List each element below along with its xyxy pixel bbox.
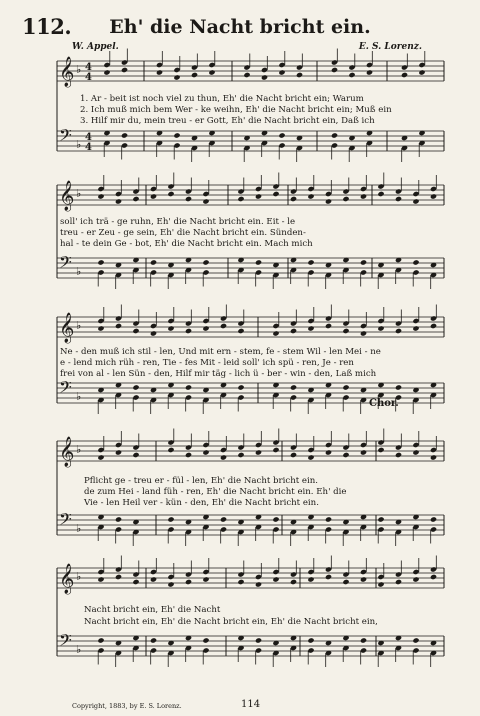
- notehead: [360, 576, 367, 582]
- notehead: [237, 196, 244, 202]
- flat-icon: ♭: [76, 643, 82, 656]
- notehead: [115, 574, 122, 580]
- notehead: [342, 196, 349, 202]
- notehead: [272, 447, 279, 453]
- notehead: [150, 330, 157, 336]
- notehead: [121, 67, 128, 73]
- notehead: [272, 191, 279, 197]
- music-credit: E. S. Lorenz.: [358, 42, 422, 52]
- time-signature-icon: 4: [85, 132, 92, 143]
- bass-clef-icon: 𝄢: [59, 630, 72, 654]
- notehead: [167, 191, 174, 197]
- lyric-line: soll' ich trä - ge ruhn, Eh' die Nacht bricht ein. Eit - le: [60, 217, 296, 227]
- notehead: [412, 259, 419, 265]
- notehead: [395, 579, 402, 585]
- notehead: [97, 259, 104, 265]
- flat-icon: ♭: [76, 319, 82, 332]
- notehead: [325, 516, 332, 522]
- notehead: [342, 328, 349, 334]
- lyric-line: Nacht bricht ein, Eh' die Nacht: [84, 605, 221, 615]
- notehead: [132, 384, 139, 390]
- notehead: [261, 74, 268, 80]
- notehead: [296, 72, 303, 78]
- notehead: [325, 198, 332, 204]
- notehead: [377, 516, 384, 522]
- notehead: [237, 328, 244, 334]
- lyric-line: treu - er Zeu - ge sein, Eh' die Nacht bricht ein. Sünden-: [60, 228, 306, 238]
- notehead: [173, 132, 180, 138]
- flat-icon: ♭: [76, 63, 82, 76]
- notehead: [255, 193, 262, 199]
- notehead: [325, 574, 332, 580]
- flat-icon: ♭: [76, 570, 82, 583]
- flat-icon: ♭: [76, 265, 82, 278]
- notehead: [377, 581, 384, 587]
- treble-clef-icon: 𝄞: [59, 313, 75, 343]
- lyric-line: de zum Hei - land füh - ren, Eh' die Nacht bricht ein. Eh' die: [84, 487, 347, 497]
- notehead: [290, 452, 297, 458]
- notehead: [325, 449, 332, 455]
- bass-clef-icon: 𝄢: [59, 252, 72, 276]
- notehead: [307, 576, 314, 582]
- notehead: [185, 328, 192, 334]
- notehead: [132, 328, 139, 334]
- notehead: [325, 323, 332, 329]
- notehead: [243, 72, 250, 78]
- notehead: [121, 132, 128, 138]
- notehead: [115, 198, 122, 204]
- notehead: [167, 581, 174, 587]
- notehead: [185, 196, 192, 202]
- notehead: [307, 193, 314, 199]
- notehead: [97, 637, 104, 643]
- time-signature-icon: 4: [85, 62, 92, 73]
- lyric-line: 1. Ar - beit ist noch viel zu thun, Eh' die Nacht bricht ein; Warum: [80, 94, 364, 104]
- notehead: [366, 69, 373, 75]
- notehead: [360, 193, 367, 199]
- lyric-line: Nacht bricht ein, Eh' die Nacht bricht ein, Eh' die Nacht bricht ein,: [84, 617, 378, 627]
- notehead: [115, 449, 122, 455]
- notehead: [360, 330, 367, 336]
- notehead: [150, 193, 157, 199]
- notehead: [220, 454, 227, 460]
- notehead: [307, 454, 314, 460]
- notehead: [342, 579, 349, 585]
- notehead: [255, 581, 262, 587]
- notehead: [307, 325, 314, 331]
- notehead: [237, 579, 244, 585]
- notehead: [167, 447, 174, 453]
- notehead: [360, 259, 367, 265]
- notehead: [412, 325, 419, 331]
- bass-clef-icon: 𝄢: [59, 377, 72, 401]
- lyric-line: Pflicht ge - treu er - fül - len, Eh' die Nacht bricht ein.: [84, 476, 319, 486]
- notehead: [202, 259, 209, 265]
- notehead: [150, 576, 157, 582]
- notehead: [185, 579, 192, 585]
- notehead: [342, 384, 349, 390]
- notehead: [202, 325, 209, 331]
- notehead: [185, 452, 192, 458]
- words-credit: W. Appel.: [72, 42, 119, 52]
- notehead: [331, 132, 338, 138]
- notehead: [290, 328, 297, 334]
- notehead: [220, 323, 227, 329]
- bass-clef-icon: 𝄢: [59, 509, 72, 533]
- notehead: [307, 637, 314, 643]
- notehead: [202, 576, 209, 582]
- lyric-line: e - lend mich rüh - ren, Tie - fes Mit - leid soll' ich spü - ren, Je - ren: [60, 358, 354, 368]
- lyric-line: frei von al - len Sün - den, Hilf mir täg - lich ü - ber - win - den, Laß mich: [60, 369, 377, 379]
- notehead: [97, 454, 104, 460]
- notehead: [290, 579, 297, 585]
- notehead: [167, 516, 174, 522]
- notehead: [272, 576, 279, 582]
- notehead: [377, 191, 384, 197]
- flat-icon: ♭: [76, 390, 82, 403]
- notehead: [237, 452, 244, 458]
- notehead: [255, 449, 262, 455]
- notehead: [150, 259, 157, 265]
- notehead: [255, 259, 262, 265]
- notehead: [208, 69, 215, 75]
- time-signature-icon: 4: [85, 142, 92, 153]
- notehead: [272, 516, 279, 522]
- notehead: [290, 196, 297, 202]
- hymn-title: Eh' die Nacht bricht ein.: [109, 16, 371, 38]
- notehead: [307, 259, 314, 265]
- notehead: [430, 516, 437, 522]
- notehead: [115, 516, 122, 522]
- hymn-number: 112.: [22, 14, 72, 39]
- notehead: [272, 330, 279, 336]
- notehead: [97, 193, 104, 199]
- notehead: [360, 637, 367, 643]
- lyric-line: Ne - den muß ich stil - len, Und mit ern - stem, fe - stem Wil - len Mei - ne: [60, 347, 381, 357]
- notehead: [412, 198, 419, 204]
- notehead: [173, 74, 180, 80]
- notehead: [167, 325, 174, 331]
- notehead: [430, 454, 437, 460]
- notehead: [132, 196, 139, 202]
- notehead: [150, 637, 157, 643]
- lyric-line: hal - te dein Ge - bot, Eh' die Nacht bricht ein. Mach mich: [60, 239, 313, 249]
- notehead: [342, 452, 349, 458]
- treble-clef-icon: 𝄞: [59, 57, 75, 87]
- flat-icon: ♭: [76, 187, 82, 200]
- notehead: [430, 193, 437, 199]
- chorus-label: Chor.: [369, 398, 399, 409]
- notehead: [412, 637, 419, 643]
- notehead: [103, 69, 110, 75]
- treble-clef-icon: 𝄞: [59, 437, 75, 467]
- notehead: [395, 384, 402, 390]
- time-signature-icon: 4: [85, 72, 92, 83]
- notehead: [97, 576, 104, 582]
- flat-icon: ♭: [76, 443, 82, 456]
- notehead: [220, 516, 227, 522]
- lyric-line: 3. Hilf mir du, mein treu - er Gott, Eh' die Nacht bricht ein, Daß ich: [80, 116, 375, 126]
- notehead: [185, 384, 192, 390]
- flat-icon: ♭: [76, 138, 82, 151]
- bass-clef-icon: 𝄢: [59, 125, 72, 149]
- notehead: [401, 72, 408, 78]
- copyright-notice: Copyright, 1883, by E. S. Lorenz.: [72, 702, 182, 710]
- flat-icon: ♭: [76, 522, 82, 535]
- notehead: [412, 576, 419, 582]
- notehead: [278, 132, 285, 138]
- treble-clef-icon: 𝄞: [59, 181, 75, 211]
- notehead: [331, 67, 338, 73]
- notehead: [97, 325, 104, 331]
- notehead: [395, 452, 402, 458]
- notehead: [202, 198, 209, 204]
- treble-clef-icon: 𝄞: [59, 564, 75, 594]
- notehead: [202, 637, 209, 643]
- notehead: [430, 574, 437, 580]
- notehead: [255, 637, 262, 643]
- notehead: [278, 69, 285, 75]
- notehead: [202, 449, 209, 455]
- notehead: [237, 384, 244, 390]
- lyric-line: Vie - len Heil ver - kün - den, Eh' die Nacht bricht ein.: [84, 498, 319, 508]
- notehead: [418, 69, 425, 75]
- lyric-line: 2. Ich muß mich bem Wer - ke weihn, Eh' die Nacht bricht ein; Muß ein: [80, 105, 392, 115]
- notehead: [377, 325, 384, 331]
- notehead: [132, 579, 139, 585]
- notehead: [191, 72, 198, 78]
- notehead: [132, 452, 139, 458]
- notehead: [430, 323, 437, 329]
- notehead: [348, 72, 355, 78]
- page-number: 114: [241, 699, 261, 710]
- notehead: [290, 384, 297, 390]
- notehead: [360, 449, 367, 455]
- notehead: [115, 323, 122, 329]
- notehead: [395, 196, 402, 202]
- notehead: [395, 328, 402, 334]
- notehead: [156, 69, 163, 75]
- notehead: [412, 449, 419, 455]
- notehead: [377, 447, 384, 453]
